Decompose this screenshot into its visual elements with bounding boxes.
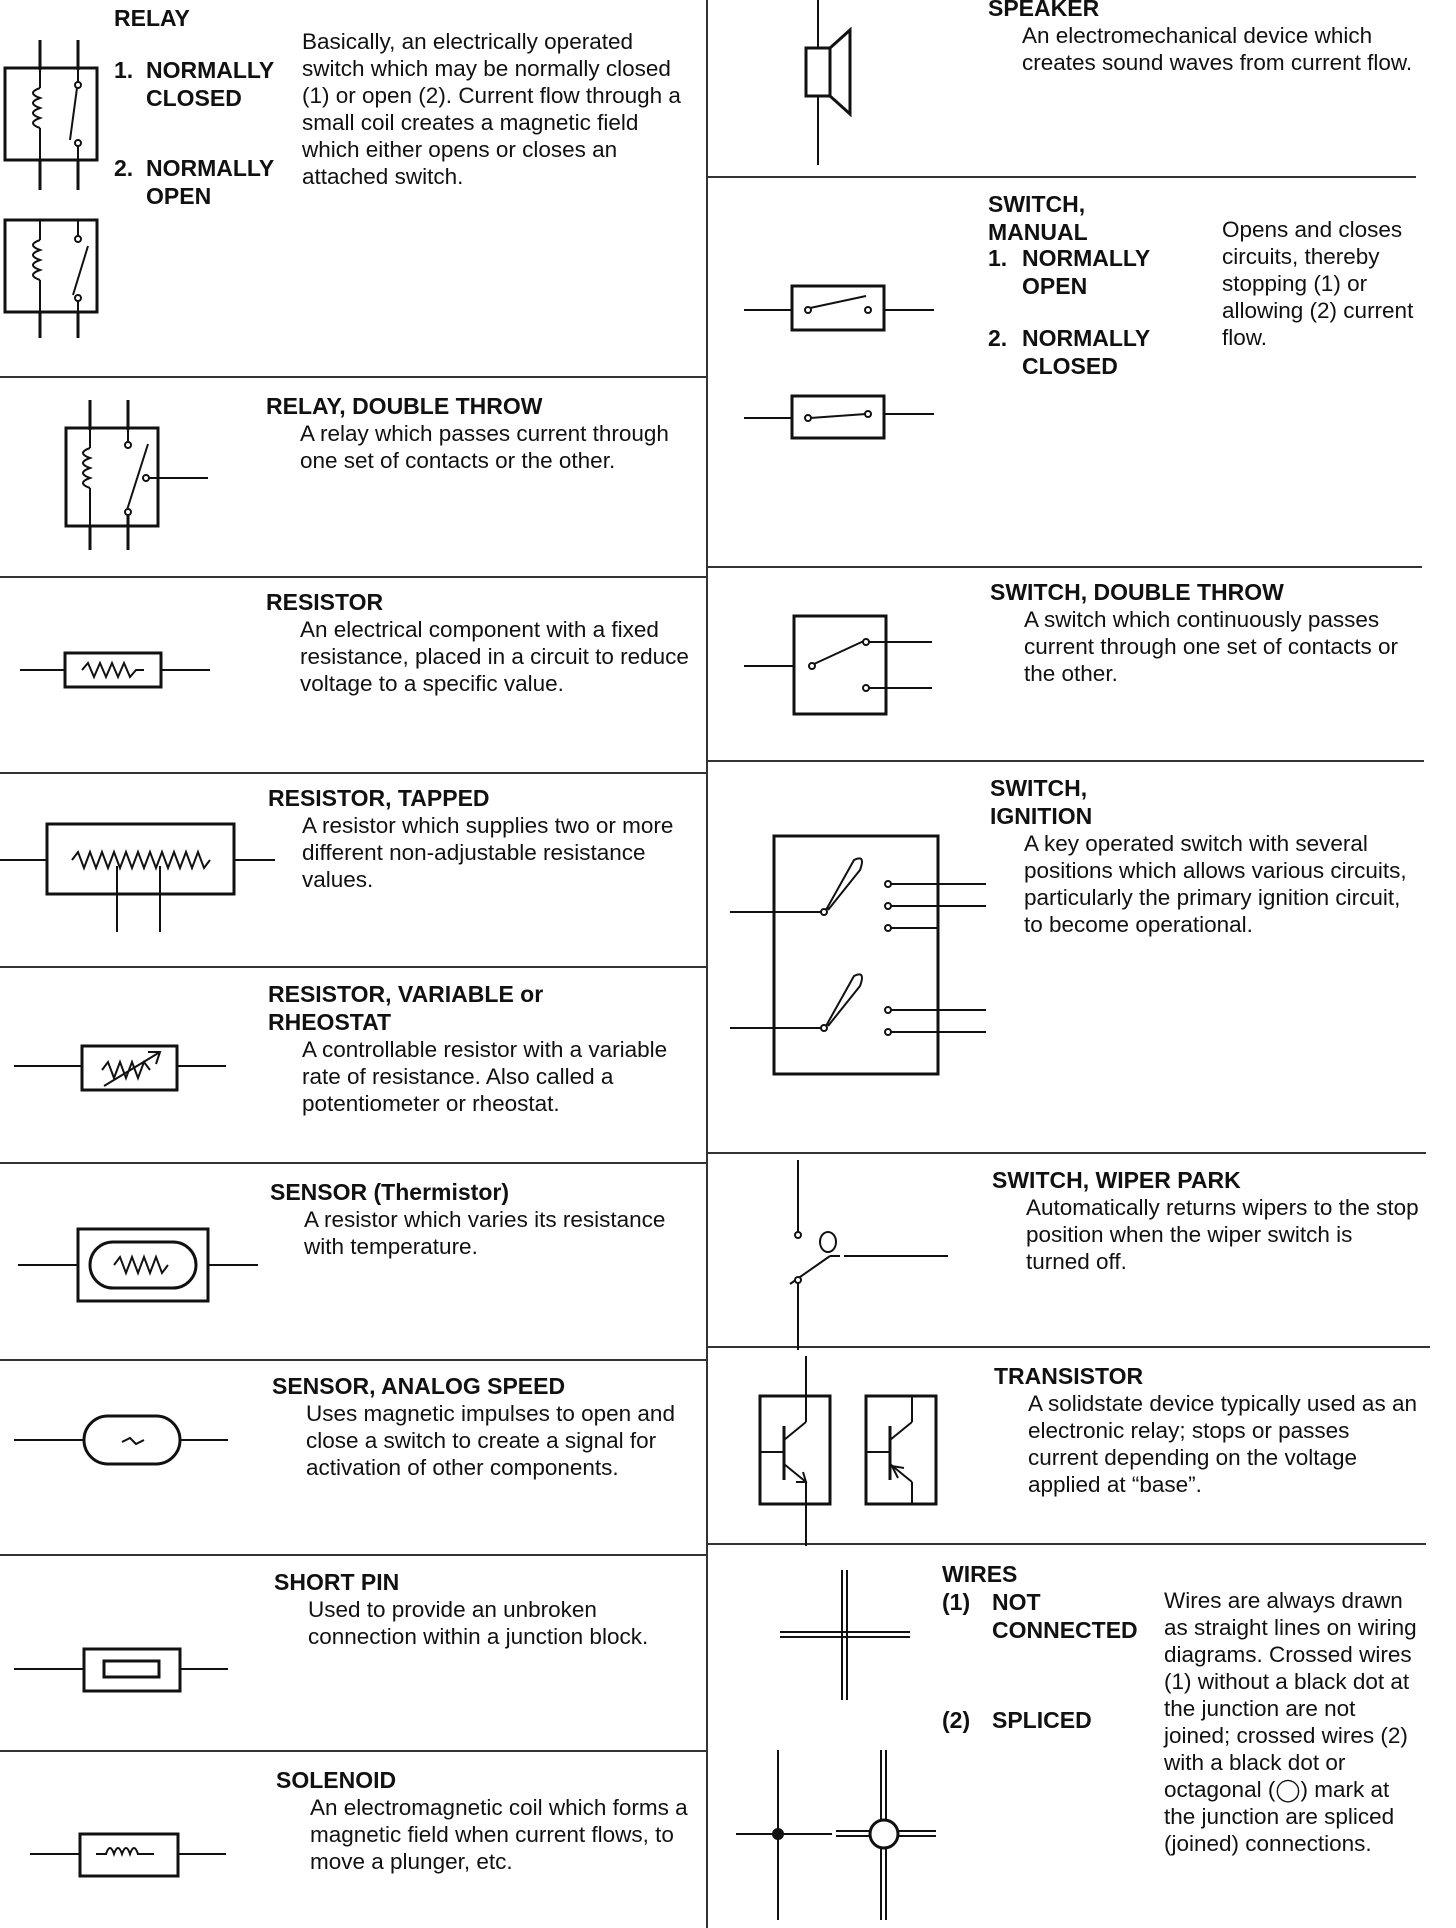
resistor-variable-title: RESISTOR, VARIABLE or bbox=[268, 981, 544, 1007]
wires-item2-label: SPLICED bbox=[992, 1707, 1092, 1733]
divider-left-7 bbox=[0, 1554, 706, 1556]
relay-normally-closed-symbol bbox=[0, 40, 110, 190]
speaker-title: SPEAKER bbox=[988, 0, 1100, 21]
relay-item2-num: 2. bbox=[114, 155, 134, 181]
wires-not-connected-symbol bbox=[780, 1570, 910, 1700]
switch-manual-description: Opens and closes circuits, thereby stopping (1) or allowing (2) current flow. bbox=[1222, 217, 1414, 350]
divider-left-4 bbox=[0, 966, 706, 968]
wires-spliced-dot-symbol bbox=[736, 1750, 836, 1920]
divider-right-3 bbox=[706, 760, 1424, 762]
divider-left-8 bbox=[0, 1750, 706, 1752]
speaker-symbol bbox=[800, 0, 860, 165]
switch-normally-closed-symbol bbox=[744, 392, 934, 442]
resistor-variable-description: A controllable resistor with a variable rate of resistance. Also called a potentiometer or rheostat. bbox=[302, 1037, 668, 1116]
relay-item1-label2: CLOSED bbox=[146, 85, 242, 111]
relay-description: Basically, an electrically operated switch which may be normally closed (1) or open (2). Current flow through a small coil creates a magnetic field which either opens or closes an attached switch. bbox=[302, 29, 681, 189]
relay-double-throw-title: RELAY, DOUBLE THROW bbox=[266, 393, 543, 419]
solenoid-title: SOLENOID bbox=[276, 1767, 397, 1793]
relay-item2-label2: OPEN bbox=[146, 183, 212, 209]
sensor-thermistor-title: SENSOR (Thermistor) bbox=[270, 1179, 509, 1205]
switch-manual-item2-num: 2. bbox=[988, 325, 1008, 351]
switch-ignition-title2: IGNITION bbox=[990, 803, 1093, 829]
resistor-description: An electrical component with a fixed resistance, placed in a circuit to reduce voltage to a specific value. bbox=[300, 617, 689, 696]
thermistor-symbol bbox=[18, 1225, 258, 1305]
switch-wiper-park-description: Automatically returns wipers to the stop position when the wiper switch is turned off. bbox=[1026, 1195, 1419, 1274]
divider-right-4 bbox=[706, 1152, 1426, 1154]
resistor-variable-title2: RHEOSTAT bbox=[268, 1009, 392, 1035]
relay-item1-label: NORMALLY bbox=[146, 57, 275, 83]
wires-description: Wires are always drawn as straight lines on wiring diagrams. Crossed wires (1) without a black dot at the junction are not joined; crossed wires (2) with a black dot or octagonal (◯) mark at the junction are spliced (joined) connections. bbox=[1164, 1588, 1417, 1856]
short-pin-symbol bbox=[14, 1645, 229, 1695]
column-divider bbox=[706, 0, 708, 1928]
short-pin-title: SHORT PIN bbox=[274, 1569, 400, 1595]
switch-manual-item2-label2: CLOSED bbox=[1022, 353, 1118, 379]
divider-left-3 bbox=[0, 772, 706, 774]
sensor-thermistor-description: A resistor which varies its resistance with temperature. bbox=[304, 1207, 666, 1259]
relay-item1-num: 1. bbox=[114, 57, 134, 83]
wires-item1-label: NOT bbox=[992, 1589, 1041, 1615]
relay-title: RELAY bbox=[114, 5, 190, 31]
rheostat-symbol bbox=[14, 1040, 229, 1100]
switch-manual-item1-num: 1. bbox=[988, 245, 1008, 271]
relay-double-throw-description: A relay which passes current through one set of contacts or the other. bbox=[300, 421, 669, 473]
relay-double-throw-symbol bbox=[50, 400, 220, 550]
divider-right-2 bbox=[706, 566, 1422, 568]
wires-item1-label2: CONNECTED bbox=[992, 1617, 1138, 1643]
resistor-symbol bbox=[20, 645, 210, 695]
switch-manual-item1-label: NORMALLY bbox=[1022, 245, 1151, 271]
relay-item2-label: NORMALLY bbox=[146, 155, 275, 181]
resistor-tapped-title: RESISTOR, TAPPED bbox=[268, 785, 490, 811]
switch-manual-item2-label: NORMALLY bbox=[1022, 325, 1151, 351]
sensor-analog-speed-description: Uses magnetic impulses to open and close a switch to create a signal for activation of other components. bbox=[306, 1401, 675, 1480]
divider-left-1 bbox=[0, 376, 706, 378]
switch-manual-title: SWITCH, MANUAL bbox=[988, 191, 1088, 245]
wires-spliced-octagon-symbol bbox=[836, 1750, 936, 1920]
resistor-title: RESISTOR bbox=[266, 589, 384, 615]
switch-wiper-park-title: SWITCH, WIPER PARK bbox=[992, 1167, 1241, 1193]
analog-speed-sensor-symbol bbox=[14, 1410, 229, 1470]
short-pin-description: Used to provide an unbroken connection within a junction block. bbox=[308, 1597, 649, 1649]
wires-title: WIRES bbox=[942, 1561, 1018, 1587]
resistor-tapped-description: A resistor which supplies two or more different non-adjustable resistance values. bbox=[302, 813, 674, 892]
speaker-description: An electromechanical device which creates sound waves from current flow. bbox=[1022, 23, 1413, 75]
switch-double-throw-symbol bbox=[744, 612, 934, 722]
solenoid-symbol bbox=[30, 1830, 230, 1880]
resistor-tapped-symbol bbox=[0, 822, 275, 932]
wires-item2-num: (2) bbox=[942, 1707, 971, 1733]
wiper-park-switch-symbol bbox=[770, 1160, 950, 1350]
transistor-title: TRANSISTOR bbox=[994, 1363, 1144, 1389]
divider-left-2 bbox=[0, 576, 706, 578]
sensor-analog-speed-title: SENSOR, ANALOG SPEED bbox=[272, 1373, 566, 1399]
switch-ignition-description: A key operated switch with several positions which allows various circuits, particularly the primary ignition circuit, to become operational. bbox=[1024, 831, 1407, 937]
wires-item1-num: (1) bbox=[942, 1589, 971, 1615]
switch-normally-open-symbol bbox=[744, 280, 934, 330]
divider-right-1 bbox=[706, 176, 1416, 178]
switch-double-throw-title: SWITCH, DOUBLE THROW bbox=[990, 579, 1284, 605]
relay-normally-open-symbol bbox=[0, 190, 110, 340]
transistor-npn-symbol bbox=[756, 1356, 846, 1546]
switch-double-throw-description: A switch which continuously passes current through one set of contacts or the other. bbox=[1024, 607, 1398, 686]
switch-manual-item1-label2: OPEN bbox=[1022, 273, 1088, 299]
switch-ignition-title: SWITCH, bbox=[990, 775, 1088, 801]
transistor-pnp-symbol bbox=[862, 1396, 952, 1506]
divider-left-6 bbox=[0, 1359, 706, 1361]
transistor-description: A solidstate device typically used as an electronic relay; stops or passes current depending on the voltage applied at “base”. bbox=[1028, 1391, 1417, 1497]
divider-left-5 bbox=[0, 1162, 706, 1164]
solenoid-description: An electromagnetic coil which forms a magnetic field when current flows, to move a plunger, etc. bbox=[310, 1795, 688, 1874]
ignition-switch-symbol bbox=[730, 830, 990, 1080]
